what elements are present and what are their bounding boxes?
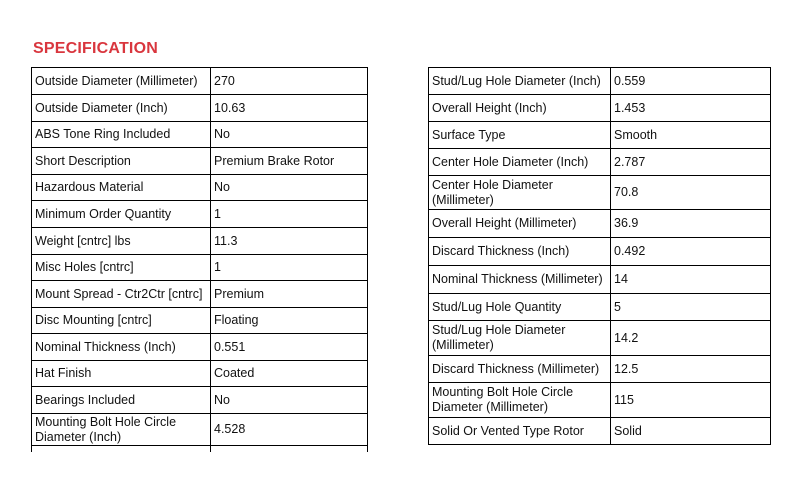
table-row [32,281,368,308]
spec-table-left-body [32,68,368,453]
spec-value: Premium [211,281,368,308]
spec-label: Disc Mounting [cntrc] [32,308,211,334]
spec-value: 5 [611,294,771,321]
table-row [32,201,368,228]
spec-value: 0.551 [211,334,368,361]
spec-label: Misc Holes [cntrc] [32,255,211,281]
spec-value: No [211,175,368,201]
table-cell-empty [211,446,368,453]
table-row-tail [32,446,368,453]
table-row [32,175,368,201]
table-row [429,68,771,95]
spec-value: 12.5 [611,356,771,383]
spec-table-left [31,67,368,452]
spec-value: Premium Brake Rotor [211,148,368,175]
spec-label: Hazardous Material [32,175,211,201]
spec-value: No [211,122,368,148]
spec-label: Stud/Lug Hole Quantity [429,294,611,321]
table-row [429,294,771,321]
spec-value: Floating [211,308,368,334]
spec-label: Nominal Thickness (Inch) [32,334,211,361]
spec-value: 115 [611,383,771,418]
table-row [32,122,368,148]
spec-label: Weight [cntrc] lbs [32,228,211,255]
table-row [32,414,368,446]
spec-label: Bearings Included [32,387,211,414]
table-row [429,418,771,445]
spec-value: 0.492 [611,238,771,266]
table-row [429,149,771,176]
spec-label: Discard Thickness (Millimeter) [429,356,611,383]
spec-label: Hat Finish [32,361,211,387]
spec-value: 4.528 [211,414,368,446]
table-row [32,68,368,95]
table-row [32,148,368,175]
spec-table-right-body [429,68,771,445]
spec-value: 11.3 [211,228,368,255]
spec-label: Short Description [32,148,211,175]
table-row [429,95,771,122]
spec-value: 36.9 [611,210,771,238]
spec-label: Stud/Lug Hole Diameter (Inch) [429,68,611,95]
table-row [429,266,771,294]
spec-value: 1.453 [611,95,771,122]
table-row [429,238,771,266]
spec-label: Overall Height (Inch) [429,95,611,122]
table-row [429,122,771,149]
spec-value: 0.559 [611,68,771,95]
spec-label: Outside Diameter (Inch) [32,95,211,122]
table-row [32,387,368,414]
table-row [32,334,368,361]
spec-value: 14.2 [611,321,771,356]
spec-label: ABS Tone Ring Included [32,122,211,148]
spec-value: Coated [211,361,368,387]
page-title: SPECIFICATION [33,40,158,57]
spec-value: 1 [211,255,368,281]
table-row [429,176,771,210]
spec-value: 2.787 [611,149,771,176]
spec-value: 70.8 [611,176,771,210]
spec-label: Mounting Bolt Hole Circle Diameter (Inch) [32,414,211,446]
spec-label: Stud/Lug Hole Diameter (Millimeter) [429,321,611,356]
spec-label: Discard Thickness (Inch) [429,238,611,266]
spec-label: Nominal Thickness (Millimeter) [429,266,611,294]
table-row [429,356,771,383]
spec-label: Overall Height (Millimeter) [429,210,611,238]
spec-value: 1 [211,201,368,228]
spec-label: Outside Diameter (Millimeter) [32,68,211,95]
table-row [429,210,771,238]
spec-label: Mount Spread - Ctr2Ctr [cntrc] [32,281,211,308]
spec-value: No [211,387,368,414]
spec-value: Solid [611,418,771,445]
spec-value: 10.63 [211,95,368,122]
spec-label: Center Hole Diameter (Millimeter) [429,176,611,210]
table-cell-empty [32,446,211,453]
table-row [429,383,771,418]
spec-value: Smooth [611,122,771,149]
spec-label: Center Hole Diameter (Inch) [429,149,611,176]
table-row [32,95,368,122]
table-row [429,321,771,356]
spec-value: 14 [611,266,771,294]
spec-table-right [428,67,771,445]
spec-value: 270 [211,68,368,95]
spec-label: Minimum Order Quantity [32,201,211,228]
spec-label: Solid Or Vented Type Rotor [429,418,611,445]
spec-label: Mounting Bolt Hole Circle Diameter (Millimeter) [429,383,611,418]
table-row [32,255,368,281]
table-row [32,228,368,255]
table-row [32,308,368,334]
table-row [32,361,368,387]
spec-label: Surface Type [429,122,611,149]
